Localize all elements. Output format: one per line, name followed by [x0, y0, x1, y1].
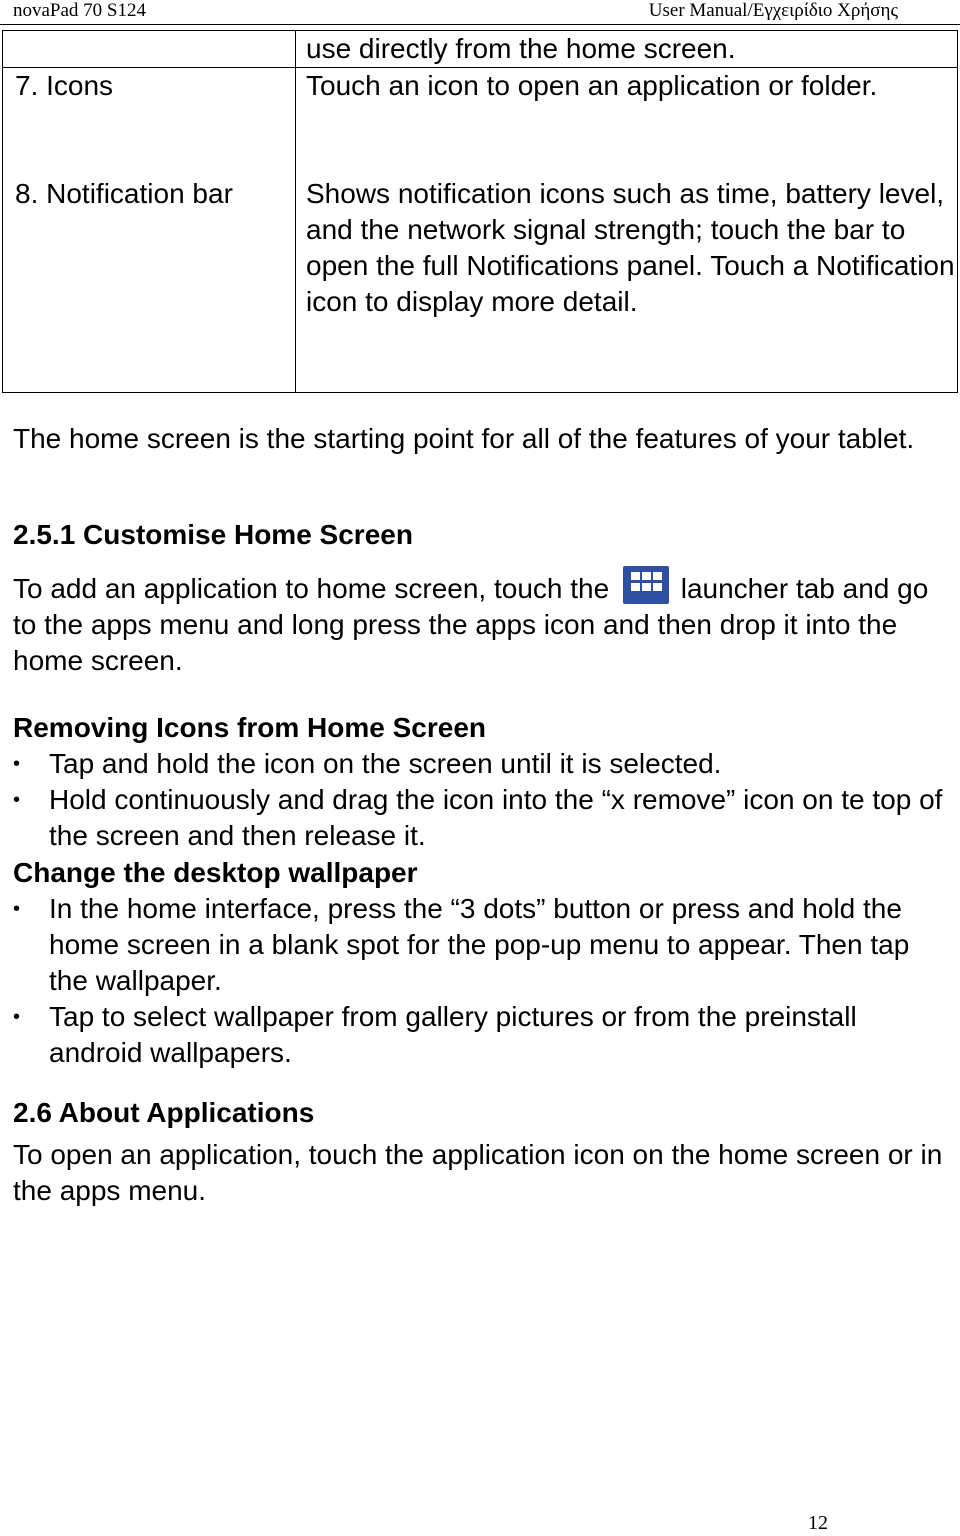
section-heading-2-6: 2.6 About Applications	[13, 1097, 315, 1128]
section-heading-2-5-1: 2.5.1 Customise Home Screen	[13, 519, 413, 550]
table-row	[3, 176, 958, 393]
list-item-text: Tap to select wallpaper from gallery pictures or from the preinstall android wallpapers.	[49, 1001, 857, 1068]
customise-text-before: To add an application to home screen, touch the	[13, 573, 617, 604]
launcher-grid-icon	[623, 566, 669, 604]
table-cell-description: Shows notification icons such as time, battery level, and the network signal strength; touch the bar to open the full Notifications panel. Touch a Notification icon to display more detail.	[296, 176, 958, 393]
bullet-glyph: •	[13, 898, 21, 920]
page-number: 12	[808, 1512, 828, 1534]
wallpaper-heading: Change the desktop wallpaper	[13, 857, 418, 888]
list-item	[13, 999, 943, 1071]
table-cell-description: use directly from the home screen.	[296, 31, 958, 68]
customise-paragraph	[13, 566, 943, 679]
list-item-text: Tap and hold the icon on the screen until it is selected.	[49, 748, 722, 779]
table-cell-label: 8. Notification bar	[3, 176, 296, 393]
table-cell-label	[3, 31, 296, 68]
header-product-name: novaPad 70 S124	[13, 0, 146, 21]
table-row	[3, 68, 958, 177]
bullet-glyph: •	[13, 753, 21, 775]
table-row	[3, 31, 958, 68]
list-item-text: In the home interface, press the “3 dots” button or press and hold the home screen in a blank spot for the pop-up menu to appear. Then tap the wallpaper.	[49, 893, 910, 996]
customise-text-after: launcher tab and go to the apps menu and long press the apps icon and then drop it into the home screen.	[13, 573, 929, 676]
removing-icons-list	[13, 746, 943, 854]
list-item	[13, 891, 943, 999]
bullet-glyph: •	[13, 789, 21, 811]
list-item	[13, 746, 943, 782]
table-cell-label: 7. Icons	[3, 68, 296, 177]
page-header	[0, 0, 960, 26]
removing-icons-heading: Removing Icons from Home Screen	[13, 712, 487, 743]
wallpaper-list	[13, 891, 943, 1071]
applications-paragraph: To open an application, touch the application icon on the home screen or in the apps menu.	[13, 1139, 943, 1206]
list-item	[13, 782, 943, 854]
feature-table	[2, 30, 958, 393]
bullet-glyph: •	[13, 1006, 21, 1028]
header-manual-title: User Manual/Εγχειρίδιο Χρήσης	[648, 0, 898, 21]
intro-paragraph: The home screen is the starting point for all of the features of your tablet.	[13, 423, 915, 454]
list-item-text: Hold continuously and drag the icon into the “x remove” icon on te top of the screen and then release it.	[49, 784, 943, 851]
header-divider	[0, 24, 960, 25]
table-cell-description: Touch an icon to open an application or folder.	[296, 68, 958, 177]
